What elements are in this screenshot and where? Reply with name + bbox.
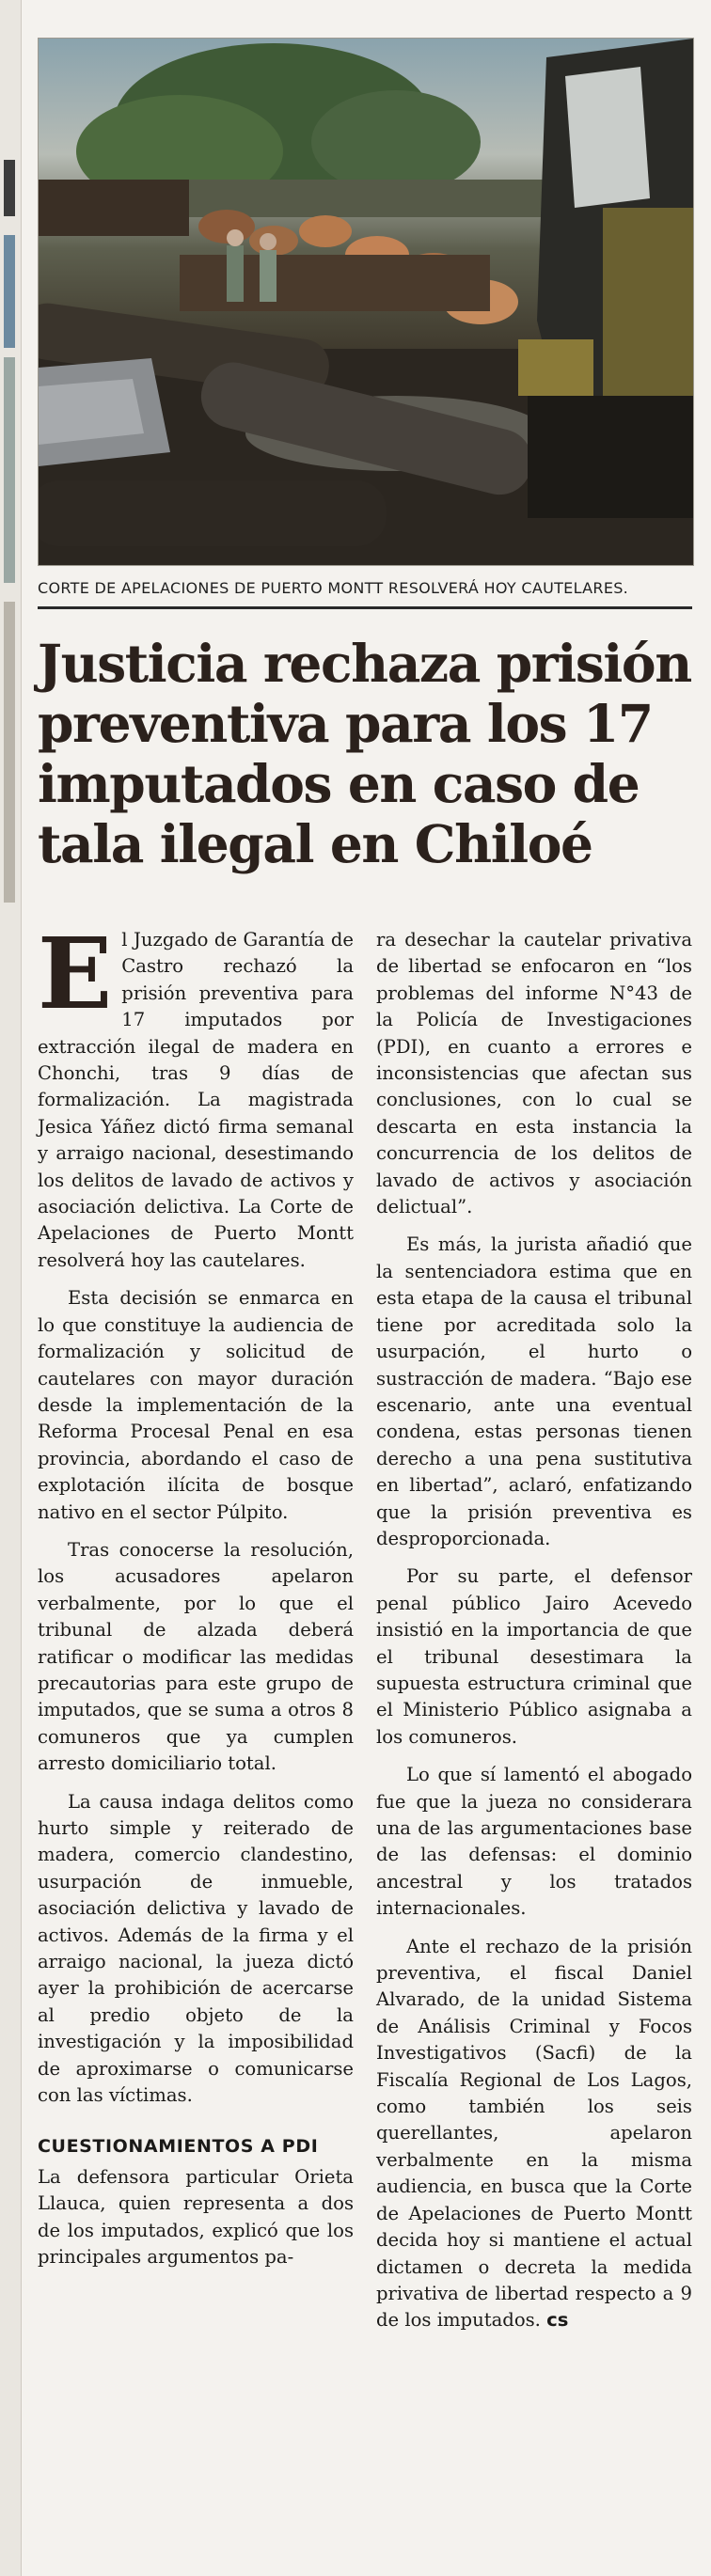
body-paragraph: Tras conocerse la resolución, los acusadores apelaron verbalmente, por lo que el tribunal de alzada deberá ratificar o modificar las medidas precautorias para este grupo de imputados, que se suma a otros 8 comuneros que ya cumplen arresto domiciliario total. bbox=[38, 1538, 354, 1775]
article-column-1 bbox=[38, 916, 354, 2346]
body-paragraph: Por su parte, el defensor penal público Jairo Acevedo insistió en la importancia de que el tribunal desestimara la supuesta estructura criminal que el Ministerio Público asignaba a los comuneros. bbox=[376, 1565, 692, 1748]
article-photo bbox=[38, 38, 694, 566]
body-paragraph: Lo que sí lamentó el abogado fue que la jueza no considerara una de las argumentaciones base de las defensas: el dominio ancestral y los tratados internacionales. bbox=[376, 1764, 692, 1920]
caption-divider bbox=[38, 606, 692, 609]
article-body bbox=[38, 916, 692, 2346]
body-paragraph: La causa indaga delitos como hurto simple y reiterado de madera, comercio clandestino, usurpación de inmueble, asociación delictiva y lavado de activos. Además de la firma y el arraigo nacional, la jueza dictó ayer la prohibición de acercarse al predio objeto de la investigación y la imposibilidad de aproximarse o comunicarse con las víctimas. bbox=[38, 1790, 354, 2107]
logging-site-image bbox=[39, 39, 693, 565]
lead-paragraph: El Juzgado de Garantía de Castro rechazó la prisión preventiva para 17 imputados por extracción ilegal de madera en Chonchi, tras 9 días de formalización. La magistrada Jesica Yáñez dictó firma semanal y arraigo nacional, desestimando los delitos de lavado de activos y asociación delictiva. La Corte de Apelaciones de Puerto Montt resolverá hoy las cautelares. bbox=[38, 916, 354, 1271]
body-paragraph: Ante el rechazo de la prisión preventiva, el fiscal Daniel Alvarado, de la unidad Sistema de Análisis Criminal y Focos Investigativos (Sacfi) de la Fiscalía Regional de Los Lagos, como también los seis querellantes, apelaron verbalmente en la misma audiencia, en busca que la Corte de Apelaciones de Puerto Montt decida hoy si mantiene el actual dictamen o decreta la medida privativa de libertad respecto a 9 de los imputados. cs bbox=[376, 1935, 692, 2332]
body-paragraph: Esta decisión se enmarca en lo que constituye la audiencia de formalización y solicitud de cautelares con mayor duración desde la implementación de la Reforma Procesal Penal en esa provincia, abordando el caso de explotación ilícita de bosque nativo en el sector Púlpito. bbox=[38, 1287, 354, 1523]
drop-cap: E bbox=[38, 916, 113, 1031]
body-paragraph: ra desechar la cautelar privativa de libertad se enfocaron en “los problemas del informe N°43 de la Policía de Investigaciones (PDI), en cuanto a errores e inconsistencias que afectan sus conclusiones, con lo cual se descarta en esta instancia la concurrencia de los delitos de lavado de activos y asociación delictual”. bbox=[376, 929, 692, 1218]
photo-caption: CORTE DE APELACIONES DE PUERTO MONTT RESOLVERÁ HOY CAUTELARES. bbox=[38, 579, 629, 597]
adjacent-page-edge bbox=[0, 0, 22, 2576]
section-subhead: CUESTIONAMIENTOS A PDI bbox=[38, 2136, 319, 2158]
article-column-2 bbox=[376, 927, 692, 2346]
body-paragraph: La defensora particular Orieta Llauca, quien representa a dos de los imputados, explicó que los principales argumentos pa- bbox=[38, 2165, 354, 2269]
article-page bbox=[38, 38, 692, 2557]
headline: Justicia rechaza prisión preventiva para los 17 imputados en caso de tala ilegal en Chiloé bbox=[38, 633, 691, 874]
end-mark-icon: cs bbox=[546, 2309, 569, 2332]
body-paragraph: Es más, la jurista añadió que la sentenciadora estima que en esta etapa de la causa el tribunal tiene por acreditada solo la usurpación, el hurto o sustracción de madera. “Bajo ese escenario, ante una eventual condena, estas personas tienen derecho a una pena sustitutiva en libertad”, aclaró, enfatizando que la prisión preventiva es desproporcionada. bbox=[376, 1233, 692, 1549]
